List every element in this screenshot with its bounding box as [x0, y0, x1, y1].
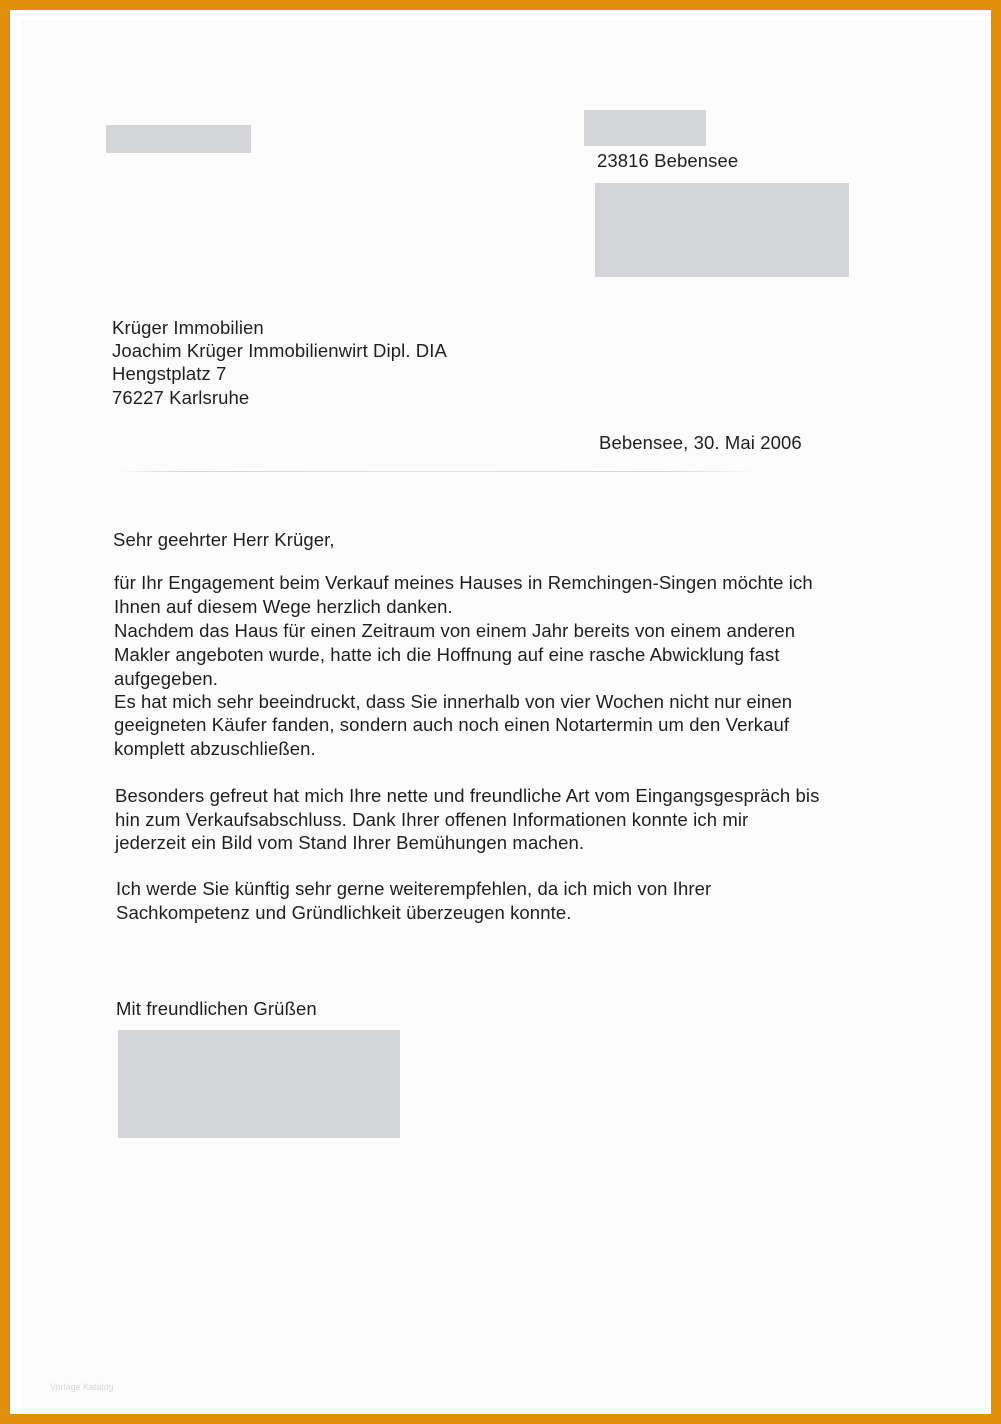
address-separator-rule — [118, 471, 758, 472]
body-line: aufgegeben. — [114, 668, 218, 689]
redacted-sender-name — [106, 125, 251, 153]
body-line: Ich werde Sie künftig sehr gerne weiterempfehlen, da ich mich von Ihrer — [116, 878, 712, 899]
body-line: komplett abzuschließen. — [114, 738, 316, 759]
sender-city-line: 23816 Bebensee — [597, 150, 739, 171]
recipient-line: Hengstplatz 7 — [112, 363, 227, 384]
body-line: Sachkompetenz und Gründlichkeit überzeugen konnte. — [116, 902, 572, 923]
recipient-line: Krüger Immobilien — [112, 317, 264, 338]
date-line: Bebensee, 30. Mai 2006 — [599, 432, 802, 453]
closing-line: Mit freundlichen Grüßen — [116, 998, 317, 1019]
redacted-sender-street — [584, 110, 706, 146]
body-line: Besonders gefreut hat mich Ihre nette und freundliche Art vom Eingangsgespräch bis — [115, 785, 820, 806]
body-line: jederzeit ein Bild vom Stand Ihrer Bemühungen machen. — [115, 832, 585, 853]
body-line: geeigneten Käufer fanden, sondern auch noch einen Notartermin um den Verkauf — [114, 714, 790, 735]
body-line: Es hat mich sehr beeindruckt, dass Sie innerhalb von vier Wochen nicht nur einen — [114, 691, 793, 712]
recipient-line: Joachim Krüger Immobilienwirt Dipl. DIA — [112, 340, 447, 361]
recipient-line: 76227 Karlsruhe — [112, 387, 250, 408]
salutation: Sehr geehrter Herr Krüger, — [113, 529, 335, 550]
watermark-text: Vorlage Katalog — [50, 1382, 114, 1392]
redacted-signature — [118, 1030, 400, 1138]
body-line: Ihnen auf diesem Wege herzlich danken. — [114, 596, 453, 617]
body-line: Nachdem das Haus für einen Zeitraum von einem Jahr bereits von einem anderen — [114, 620, 796, 641]
redacted-sender-contact — [595, 183, 849, 277]
body-line: für Ihr Engagement beim Verkauf meines Hauses in Remchingen-Singen möchte ich — [114, 572, 813, 593]
body-line: hin zum Verkaufsabschluss. Dank Ihrer offenen Informationen konnte ich mir — [115, 809, 749, 830]
body-line: Makler angeboten wurde, hatte ich die Hoffnung auf eine rasche Abwicklung fast — [114, 644, 780, 665]
